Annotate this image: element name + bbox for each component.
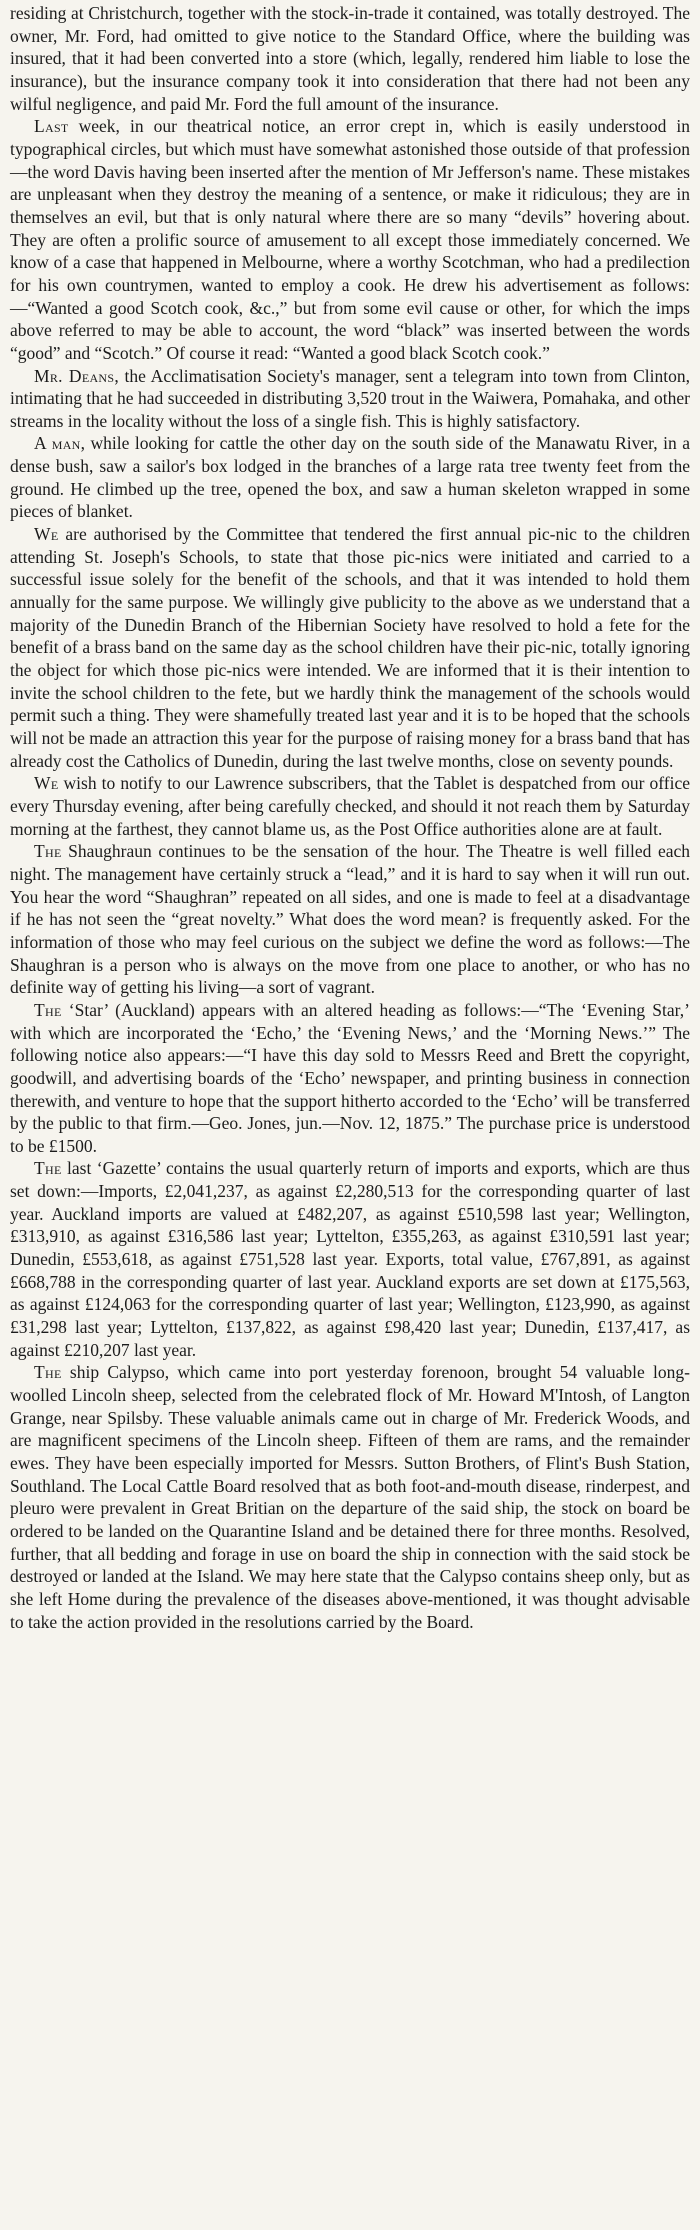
paragraph-skeleton-found <box>10 432 690 523</box>
paragraph-trout-distribution <box>10 365 690 433</box>
paragraph-lead: The <box>34 1158 62 1179</box>
paragraph-auckland-star <box>10 999 690 1158</box>
paragraph-text: ‘Star’ (Auckland) appears with an altered heading as follows:—“The ‘Evening Star,’ with which are incorporated the ‘Echo,’ the ‘Evening News,’ and the ‘Morning News.’” The following notice also appears:—“I have this day sold to Messrs Reed and Brett the copyright, goodwill, and advertising boards of the ‘Echo’ newspaper, and printing business in connection therewith, and venture to hope that the support hitherto accorded to the ‘Echo’ will be transferred by the public to that firm.—Geo. Jones, jun.—Nov. 12, 1875.” The purchase price is understood to be £1500. <box>10 999 690 1156</box>
paragraph-school-picnic <box>10 523 690 772</box>
paragraph-calypso-sheep <box>10 1361 690 1633</box>
paragraph-theatrical-error <box>10 115 690 364</box>
paragraph-text: ship Calypso, which came into port yesterday forenoon, brought 54 valuable long-woolled Lincoln sheep, selected from the celebrated flock of Mr. Howard M'Intosh, of Langton Grange, near Spilsby. These valuable animals came out in charge of Mr. Frederick Woods, and are magnificent specimens of the Lincoln sheep. Fifteen of them are rams, and the remainder ewes. They have been especially imported for Messrs. Sutton Brothers, of Flint's Bush Station, Southland. The Local Cattle Board resolved that as both foot-and-mouth disease, rinderpest, and pleuro were prevalent in Great Britian on the departure of the said ship, the stock on board be ordered to be landed on the Quarantine Island and be detained there for three months. Resolved, further, that all bedding and forage in use on board the ship in connection with the said stock be destroyed or landed at the Island. We may here state that the Calypso contains sheep only, but as she left Home during the prevalence of the diseases above-mentioned, it was thought advisable to take the action provided in the resolutions carried by the Board. <box>10 1362 690 1632</box>
paragraph-gazette-imports-exports <box>10 1157 690 1361</box>
paragraph-lawrence-subscribers <box>10 772 690 840</box>
paragraph-text: are authorised by the Committee that tendered the first annual pic-nic to the children attending St. Joseph's Schools, to state that those pic-nics were initiated and carried to a successful issue solely for the benefit of the schools, and that it was intended to hold them annually for the same purpose. We willingly give publicity to the above as we understand that a majority of the Dunedin Branch of the Hibernian Society have resolved to hold a fete for the benefit of a brass band on the same day as the school children have their pic-nic, totally ignoring the object for which those pic-nics were intended. We are informed that it is their intention to invite the school children to the fete, but we hardly think the management of the schools would permit such a thing. They were shamefully treated last year and it is to be hoped that the schools will not be made an attraction this year for the purpose of raising money for a brass band that has already cost the Catholics of Dunedin, during the last twelve months, close on seventy pounds. <box>10 524 690 771</box>
paragraph-shaughraun <box>10 840 690 999</box>
paragraph-lead: Last <box>34 116 69 137</box>
paragraph-text: , the Acclimatisation Society's manager, sent a telegram into town from Clinton, intimating that he had succeeded in distributing 3,520 trout in the Waiwera, Pomahaka, and other streams in the locality without the loss of a single fish. This is highly satisfactory. <box>10 365 690 431</box>
paragraph-text: last ‘Gazette’ contains the usual quarterly return of imports and exports, which are thus set down:—Imports, £2,041,237, as against £2,280,513 for the corresponding quarter of last year. Auckland imports are valued at £482,207, as against £510,598 last year; Wellington, £313,910, as against £316,586 last year; Lyttelton, £355,263, as against £310,591 last year; Dunedin, £553,618, as against £751,528 last year. Exports, total value, £767,891, as against £668,788 in the corresponding quarter of last year. Auckland exports are set down at £175,563, as against £124,063 for the corresponding quarter of last year; Wellington, £123,990, as against £31,298 last year; Lyttelton, £137,822, as against £98,420 last year; Dunedin, £137,417, as against £210,207 last year. <box>10 1158 690 1360</box>
paragraph-text: week, in our theatrical notice, an error crept in, which is easily understood in typographical circles, but which must have somewhat astonished those outside of that profession—the word Davis having been inserted after the mention of Mr Jefferson's name. These mistakes are unpleasant when they destroy the meaning of a sentence, or make it ridiculous; they are in themselves an evil, but that is only natural where there are so many “devils” hovering about. They are often a prolific source of amusement to all except those immediately concerned. We know of a case that happened in Melbourne, where a worthy Scotchman, who had a predilection for his own countrymen, wanted to employ a cook. He drew his advertisement as follows:—“Wanted a good Scotch cook, &c.,” but from some evil cause or other, for which the imps above referred to may be able to account, the word “black” was inserted between the words “good” and “Scotch.” Of course it read: “Wanted a good black Scotch cook.” <box>10 116 690 363</box>
paragraph-text: wish to notify to our Lawrence subscribers, that the Tablet is despatched from our office every Thursday evening, after being carefully checked, and should it not reach them by Saturday morning at the farthest, they cannot blame us, as the Post Office authorities alone are at fault. <box>10 773 690 839</box>
paragraph-lead: A man <box>34 433 81 454</box>
newspaper-column <box>10 2 690 1633</box>
paragraph-lead: The <box>34 841 62 862</box>
paragraph-lead: We <box>34 524 59 545</box>
paragraph-lead: We <box>34 773 59 794</box>
paragraph-lead: The <box>34 1362 62 1383</box>
paragraph-lead: The <box>34 999 62 1020</box>
paragraph-text: residing at Christchurch, together with the stock-in-trade it contained, was totally destroyed. The owner, Mr. Ford, had omitted to give notice to the Standard Office, where the building was insured, that it had been converted into a store (which, legally, rendered him liable to lose the insurance), but the insurance company took it into consideration that there had not been any wilful negligence, and paid Mr. Ford the full amount of the insurance. <box>10 3 690 114</box>
paragraph-lead: Mr. Deans <box>34 365 115 386</box>
paragraph-text: Shaughraun continues to be the sensation of the hour. The Theatre is well filled each night. The management have certainly struck a “lead,” and it is hard to say when it will run out. You hear the word “Shaughran” repeated on all sides, and one is made to feel at a disadvantage if he has not seen the “great novelty.” What does the word mean? is frequently asked. For the information of those who may feel curious on the subject we define the word as follows:—The Shaughran is a person who is always on the move from one place to another, or who has no definite way of getting his living—a sort of vagrant. <box>10 841 690 998</box>
paragraph-text: , while looking for cattle the other day on the south side of the Manawatu River, in a dense bush, saw a sailor's box lodged in the branches of a large rata tree twenty feet from the ground. He climbed up the tree, opened the box, and saw a human skeleton wrapped in some pieces of blanket. <box>10 433 690 522</box>
paragraph-christchurch-fire <box>10 2 690 115</box>
